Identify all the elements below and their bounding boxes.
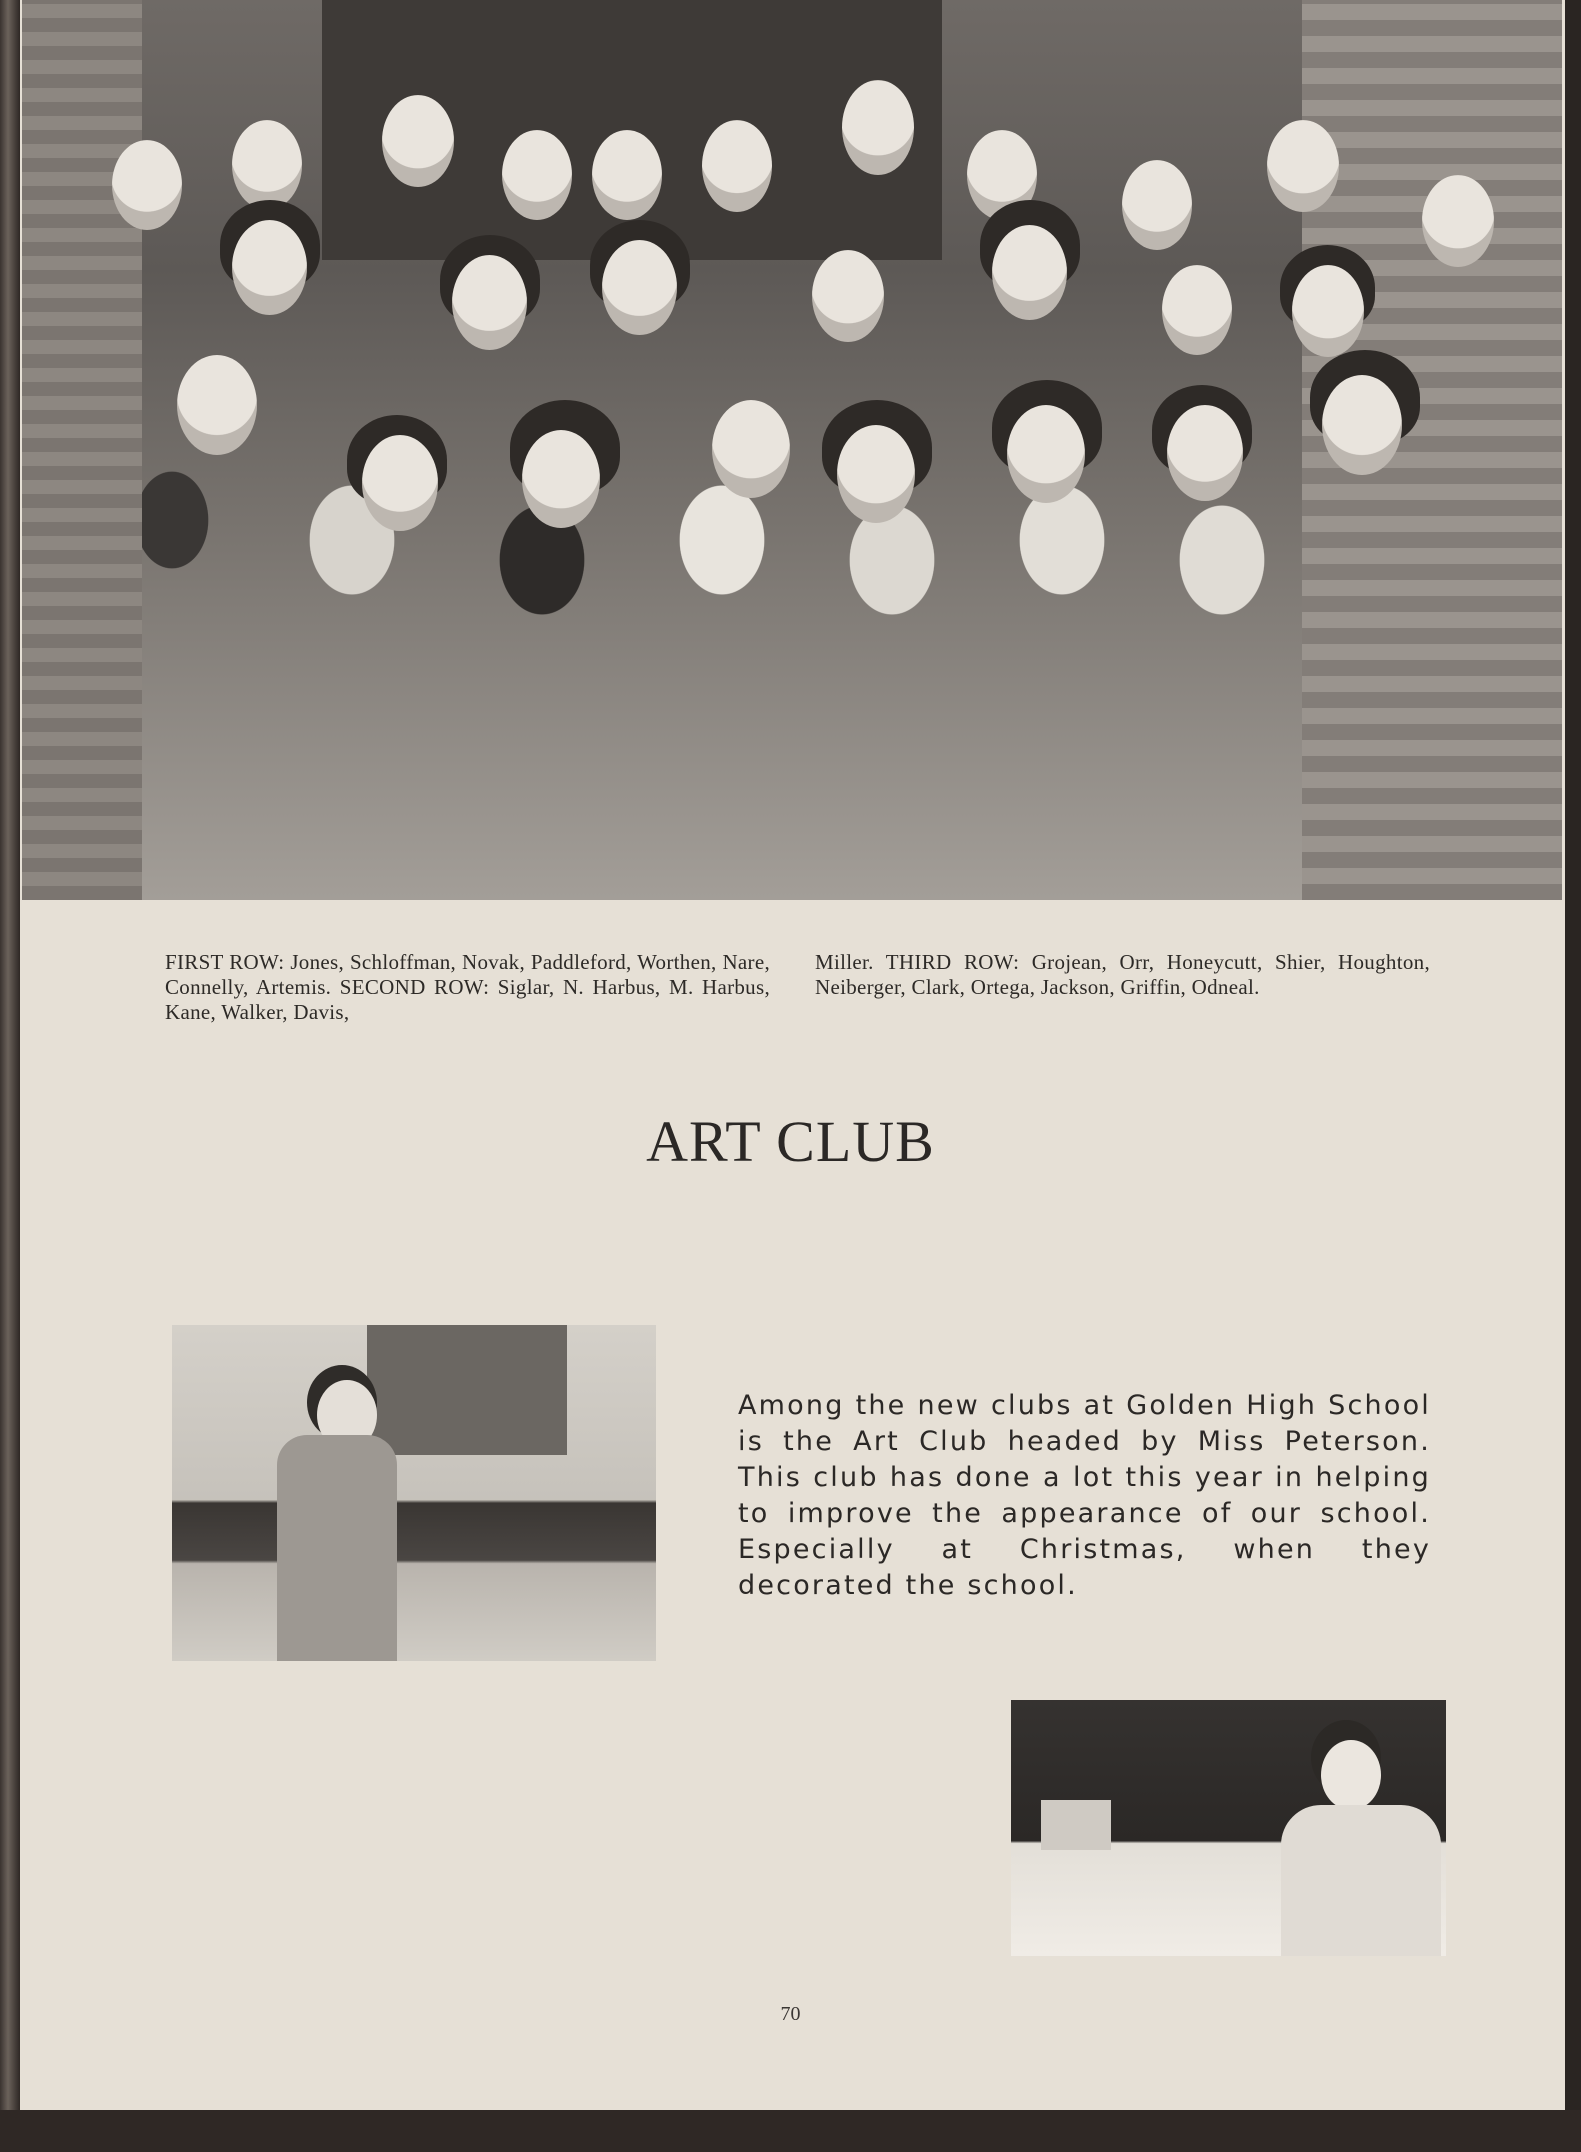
photo-caption-left: FIRST ROW: Jones, Schloffman, Novak, Paddleford, Worthen, Nare, Connelly, Artemis. SECOND ROW: Siglar, N. Harbus, M. Harbus, Kane, Walker, Davis,	[165, 950, 770, 1024]
face	[1122, 160, 1192, 250]
page-title: ART CLUB	[646, 1109, 935, 1174]
wall-artwork	[367, 1325, 567, 1455]
face	[232, 120, 302, 210]
face	[1162, 265, 1232, 355]
face	[837, 425, 915, 523]
face	[112, 140, 182, 230]
face	[1321, 1740, 1381, 1810]
face	[452, 255, 527, 350]
blouse	[1281, 1805, 1441, 1956]
face	[1322, 375, 1402, 475]
photo-student-painting	[1011, 1700, 1446, 1956]
face	[1267, 120, 1339, 212]
face	[232, 220, 307, 315]
face	[702, 120, 772, 212]
face	[1007, 405, 1085, 503]
face	[177, 355, 257, 455]
face	[382, 95, 454, 187]
paint-jars	[1041, 1800, 1111, 1850]
book-binding-left	[0, 0, 20, 2152]
face	[592, 130, 662, 220]
face	[1422, 175, 1494, 267]
face	[712, 400, 790, 498]
article-text: Among the new clubs at Golden High School is the Art Club headed by Miss Peterson. This club has done a lot this year in helping to improve the appearance of our school. Especially at Christmas, when they decorated the school.	[738, 1390, 1431, 1601]
face	[362, 435, 438, 531]
face	[602, 240, 677, 335]
brick-wall-left	[22, 0, 142, 900]
photo-student-working	[172, 1325, 656, 1661]
face	[992, 225, 1067, 320]
dress	[277, 1435, 397, 1661]
face	[1292, 265, 1364, 357]
page-number: 70	[780, 2003, 801, 2025]
face	[1167, 405, 1243, 501]
book-binding-bottom	[0, 2110, 1581, 2152]
group-photo	[22, 0, 1562, 900]
face	[502, 130, 572, 220]
photo-caption-right: Miller. THIRD ROW: Grojean, Orr, Honeycutt, Shier, Houghton, Neiberger, Clark, Ortega, Jackson, Griffin, Odneal.	[815, 950, 1430, 999]
face	[842, 80, 914, 175]
face	[812, 250, 884, 342]
face	[522, 430, 600, 528]
